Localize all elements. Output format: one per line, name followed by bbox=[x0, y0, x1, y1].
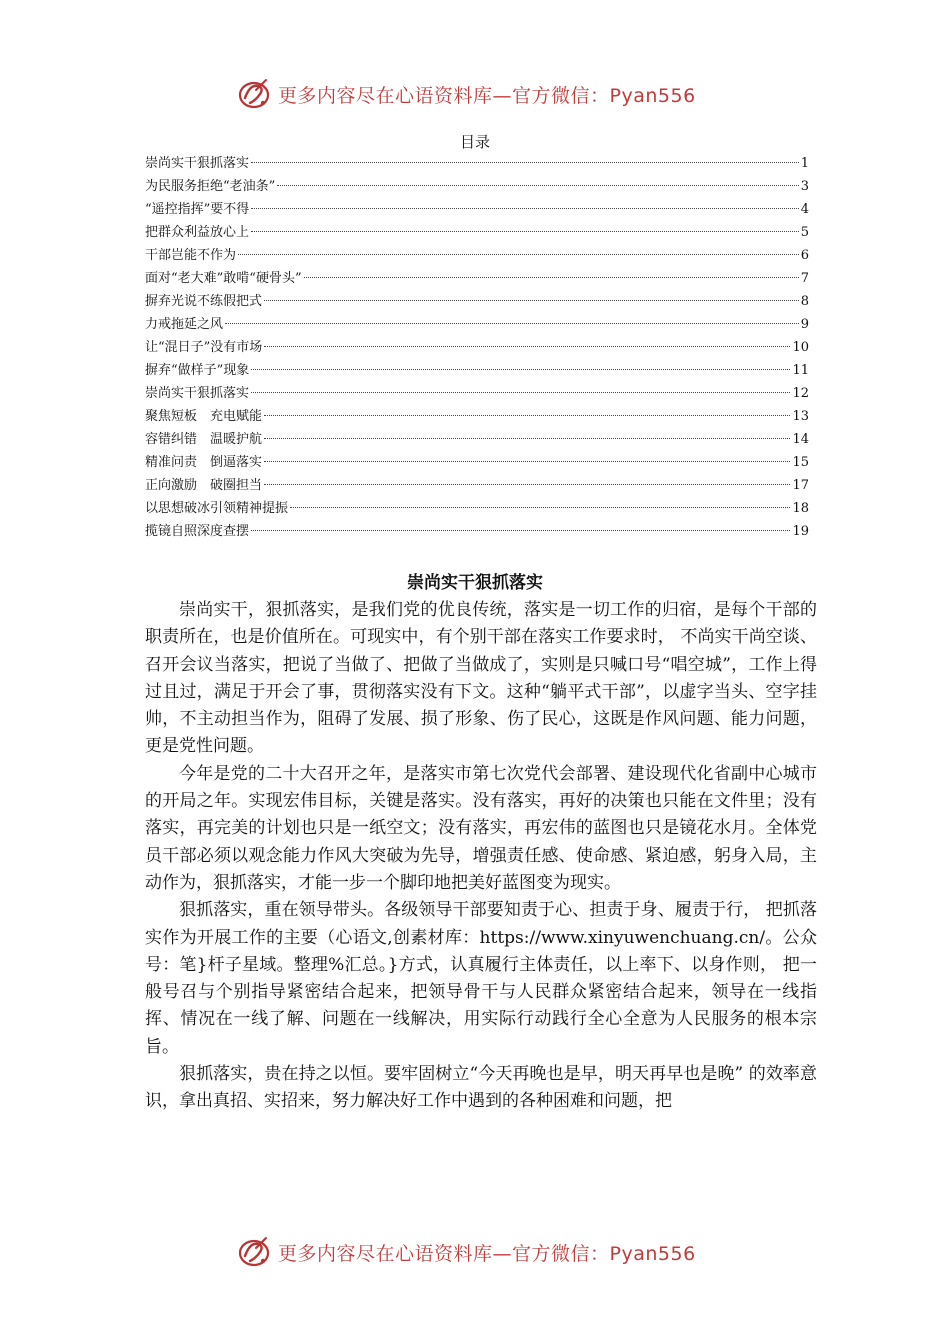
toc-entry-page: 13 bbox=[792, 409, 809, 424]
toc-entry-title: 把群众利益放心上 bbox=[145, 225, 250, 240]
toc-entry-page: 9 bbox=[800, 317, 809, 332]
toc-entry-page: 5 bbox=[800, 225, 809, 240]
toc-entry-title: 为民服务拒绝“老油条” bbox=[145, 179, 276, 194]
article-paragraph: 崇尚实干，狠抓落实，是我们党的优良传统，落实是一切工作的归宿，是每个干部的职责所在，也是价值所在。可现实中，有个别干部在落实工作要求时， 不尚实干尚空谈、召开会议当落实，把说了当做了、把做了当做成了，实则是只喊口号“唱空城”，工作上得过且过，满足于开会了事，贯彻落实没有下文。这种“躺平式干部”，以虚字当头、空字挂帅，不主动担当作为，阻碍了发展、损了形象、伤了民心，这既是作风问题、能力问题，更是党性问题。 bbox=[145, 600, 817, 757]
toc-dot-leader bbox=[304, 277, 799, 278]
toc-entry-title: 揽镜自照深度查摆 bbox=[145, 524, 250, 539]
table-of-contents bbox=[145, 152, 809, 543]
toc-title: 目录 bbox=[459, 133, 490, 151]
toc-dot-leader bbox=[251, 231, 799, 232]
toc-dot-leader bbox=[264, 484, 790, 485]
toc-entry-page: 4 bbox=[800, 202, 809, 217]
toc-dot-leader bbox=[264, 346, 790, 347]
toc-entry-title: 以思想破冰引领精神提振 bbox=[145, 501, 289, 516]
toc-dot-leader bbox=[251, 162, 799, 163]
toc-entry-page: 17 bbox=[792, 478, 809, 493]
toc-entry[interactable] bbox=[145, 221, 809, 244]
toc-dot-leader bbox=[238, 254, 799, 255]
article-paragraph: 狠抓落实，贵在持之以恒。要牢固树立“今天再晚也是早，明天再早也是晚” 的效率意识，拿出真招、实招来，努力解决好工作中遇到的各种困难和问题，把 bbox=[145, 1064, 817, 1112]
toc-dot-leader bbox=[277, 185, 798, 186]
toc-entry[interactable] bbox=[145, 198, 809, 221]
toc-entry-title: 容错纠错 温暖护航 bbox=[145, 432, 263, 447]
toc-dot-leader bbox=[251, 530, 790, 531]
toc-entry-title: 精准问责 倒逼落实 bbox=[145, 455, 263, 470]
article-title: 崇尚实干狠抓落实 bbox=[407, 573, 543, 593]
toc-entry[interactable] bbox=[145, 474, 809, 497]
toc-entry-title: 崇尚实干狠抓落实 bbox=[145, 156, 250, 171]
toc-entry-page: 18 bbox=[792, 501, 809, 516]
toc-entry-page: 10 bbox=[792, 340, 809, 355]
toc-entry[interactable] bbox=[145, 382, 809, 405]
toc-entry-title: 崇尚实干狠抓落实 bbox=[145, 386, 250, 401]
toc-entry[interactable] bbox=[145, 244, 809, 267]
toc-entry[interactable] bbox=[145, 359, 809, 382]
toc-entry[interactable] bbox=[145, 267, 809, 290]
toc-entry[interactable] bbox=[145, 313, 809, 336]
toc-dot-leader bbox=[264, 415, 790, 416]
toc-entry[interactable] bbox=[145, 152, 809, 175]
toc-entry-page: 6 bbox=[800, 248, 809, 263]
toc-entry[interactable] bbox=[145, 497, 809, 520]
toc-dot-leader bbox=[251, 369, 790, 370]
toc-entry-page: 8 bbox=[800, 294, 809, 309]
toc-entry-page: 7 bbox=[800, 271, 809, 286]
toc-dot-leader bbox=[264, 300, 799, 301]
toc-dot-leader bbox=[264, 461, 790, 462]
toc-entry-page: 19 bbox=[792, 524, 809, 539]
article-paragraph: 今年是党的二十大召开之年，是落实市第七次党代会部署、建设现代化省副中心城市的开局之年。实现宏伟目标，关键是落实。没有落实，再好的决策也只能在文件里；没有落实，再完美的计划也只是一纸空文；没有落实，再宏伟的蓝图也只是镜花水月。全体党员干部必须以观念能力作风大突破为先导，增强责任感、使命感、紧迫感，躬身入局，主动作为，狠抓落实，才能一步一个脚印地把美好蓝图变为现实。 bbox=[145, 763, 817, 893]
toc-entry-title: 聚焦短板 充电赋能 bbox=[145, 409, 263, 424]
toc-entry[interactable] bbox=[145, 451, 809, 474]
watermark-text: 更多内容尽在心语资料库—官方微信：Pyan556 bbox=[278, 1242, 696, 1265]
toc-dot-leader bbox=[290, 507, 790, 508]
toc-entry-title: 正向激励 破圈担当 bbox=[145, 478, 263, 493]
toc-dot-leader bbox=[264, 438, 790, 439]
toc-entry[interactable] bbox=[145, 175, 809, 198]
toc-entry-title: 力戒拖延之风 bbox=[145, 317, 224, 332]
toc-entry[interactable] bbox=[145, 520, 809, 543]
toc-entry-title: 摒弃光说不练假把式 bbox=[145, 294, 263, 309]
toc-entry[interactable] bbox=[145, 428, 809, 451]
toc-dot-leader bbox=[251, 208, 798, 209]
article-body bbox=[145, 597, 817, 1116]
watermark-banner-top bbox=[236, 74, 736, 114]
toc-entry-page: 3 bbox=[800, 179, 809, 194]
toc-entry-page: 14 bbox=[792, 432, 809, 447]
signature-logo-icon bbox=[236, 1234, 272, 1270]
toc-entry-title: 面对“老大难”敢啃“硬骨头” bbox=[145, 271, 302, 286]
signature-logo-icon bbox=[236, 76, 272, 112]
toc-entry-page: 11 bbox=[792, 363, 809, 378]
toc-entry-title: 干部岂能不作为 bbox=[145, 248, 237, 263]
toc-entry[interactable] bbox=[145, 290, 809, 313]
toc-entry-title: 摒弃“做样子”现象 bbox=[145, 363, 250, 378]
toc-entry-page: 15 bbox=[792, 455, 809, 470]
article-paragraph: 狠抓落实，重在领导带头。各级领导干部要知责于心、担责于身、履责于行， 把抓落实作为开展工作的主要（心语文,创素材库：https://www.xinyuwenchuang.cn/。公众号：笔}杆子星域。整理%汇总。}方式，认真履行主体责任，以上率下、以身作则， 把一般号召与个别指导紧密结合起来，把领导骨干与人民群众紧密结合起来，领导在一线指挥、情况在一线了解、问题在一线解决，用实际行动践行全心全意为人民服务的根本宗旨。 bbox=[145, 900, 817, 1057]
toc-dot-leader bbox=[251, 392, 790, 393]
watermark-banner-bottom bbox=[236, 1232, 736, 1272]
toc-dot-leader bbox=[225, 323, 799, 324]
toc-entry-page: 1 bbox=[800, 156, 809, 171]
toc-entry-title: 让“混日子”没有市场 bbox=[145, 340, 263, 355]
toc-entry-page: 12 bbox=[792, 386, 809, 401]
toc-entry[interactable] bbox=[145, 336, 809, 359]
watermark-text: 更多内容尽在心语资料库—官方微信：Pyan556 bbox=[278, 84, 696, 107]
toc-entry[interactable] bbox=[145, 405, 809, 428]
toc-entry-title: “遥控指挥”要不得 bbox=[145, 202, 250, 217]
